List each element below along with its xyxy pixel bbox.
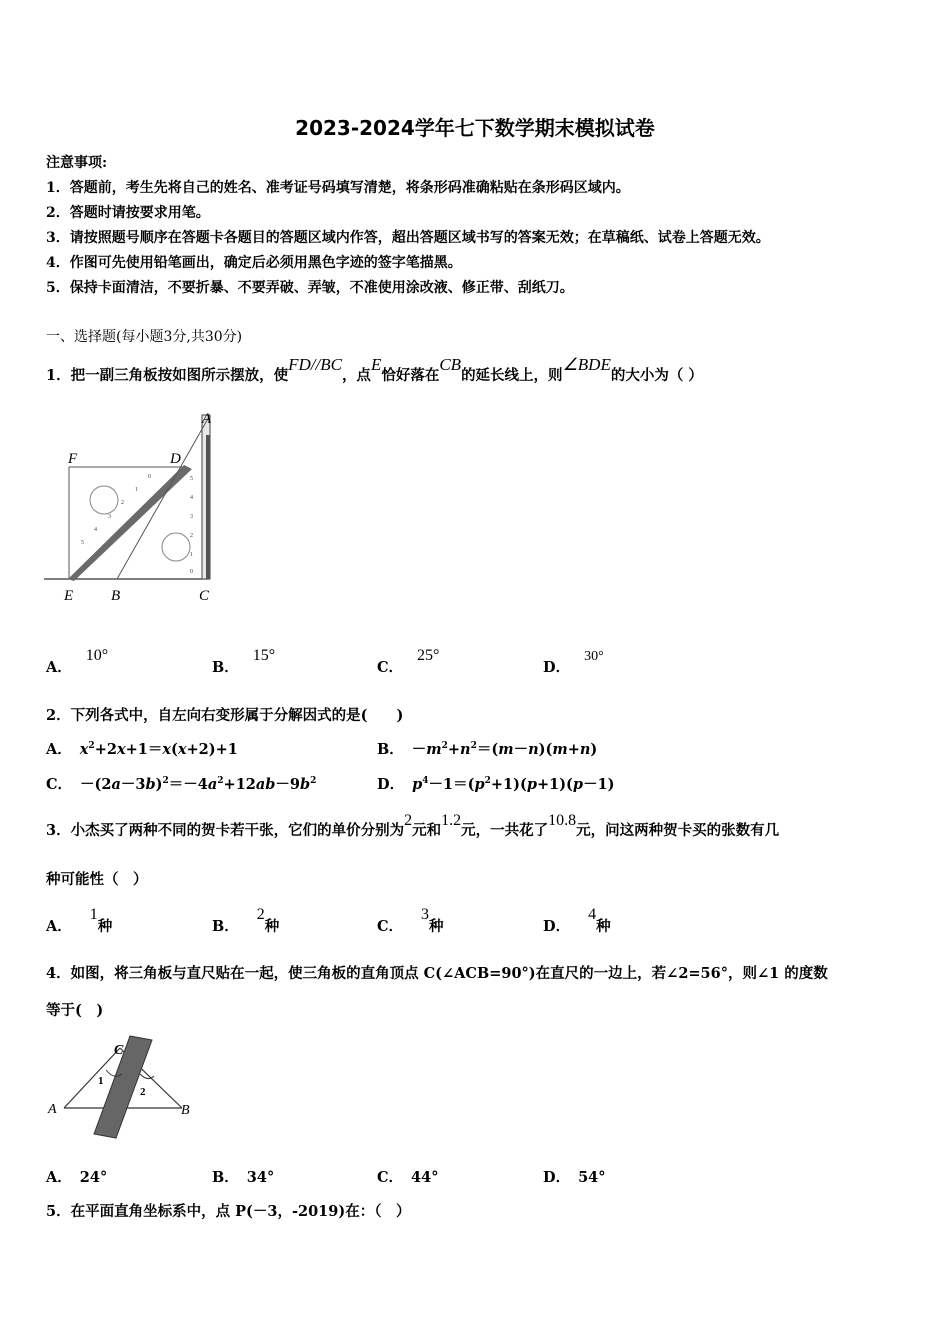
q4-label-b: B xyxy=(181,1103,190,1118)
q1-figure xyxy=(44,405,224,610)
q1-label-e: E xyxy=(64,588,74,604)
q1-math-e: E xyxy=(370,355,382,374)
q2-option-d[interactable]: D． $p^4-1=(p^2+1)(p+1)(p-1)$ xyxy=(377,776,615,793)
q4-option-a[interactable]: A． 24° xyxy=(46,1169,108,1186)
svg-text:5: 5 xyxy=(190,476,193,482)
svg-text:1: 1 xyxy=(135,487,138,493)
q1-math-fd-bc: FD//BC xyxy=(288,355,342,374)
svg-text:0: 0 xyxy=(148,474,151,480)
q1-label-c: C xyxy=(199,588,210,604)
svg-text:4: 4 xyxy=(190,495,193,501)
q4-angle-2: 2 xyxy=(140,1086,146,1098)
q1-label-f: F xyxy=(68,451,78,467)
question-4-stem: 4．如图，将三角板与直尺贴在一起，使三角板的直角顶点 C(∠ACB=90°)在直尺的一边上，若∠2=56°，则∠1 的度数 xyxy=(46,965,828,982)
q4-figure xyxy=(44,1030,204,1145)
note-item: 5．保持卡面清洁，不要折暴、不要弄破、弄皱，不准使用涂改液、修正带、刮纸刀。 xyxy=(46,280,574,296)
q1-option-d[interactable]: D．30° xyxy=(543,649,604,676)
q4-label-a: A xyxy=(48,1102,57,1117)
question-1-stem: 1．把一副三角板按如图所示摆放，使FD//BC，点E恰好落在CB的延长线上，则∠BDE的大小为（ ） xyxy=(46,355,703,384)
question-3-stem: 3．小杰买了两种不同的贺卡若干张，它们的单价分别为2元和1.2元，一共花了10.8元，问这两种贺卡买的张数有几 xyxy=(46,812,780,839)
q3-option-b[interactable]: B．2种 xyxy=(212,906,280,935)
note-item: 3．请按照题号顺序在答题卡各题目的答题区域内作答，超出答题区域书写的答案无效；在草稿纸、试卷上答题无效。 xyxy=(46,230,770,246)
q1-option-c[interactable]: C．25° xyxy=(377,647,440,676)
q2-option-b[interactable]: B． $-m^2+n^2=(m-n)(m+n)$ xyxy=(377,741,598,758)
q3-option-c[interactable]: C．3种 xyxy=(377,906,444,935)
q1-math-angle-bde: ∠BDE xyxy=(562,355,611,374)
section-heading: 一、选择题(每小题3分,共30分) xyxy=(46,329,243,345)
svg-text:4: 4 xyxy=(94,527,97,533)
notes-heading: 注意事项: xyxy=(46,155,108,171)
note-item: 1．答题前，考生先将自己的姓名、准考证号码填写清楚，将条形码准确粘贴在条形码区域内。 xyxy=(46,180,630,196)
question-3-stem-line2: 种可能性（ ） xyxy=(46,871,148,888)
svg-text:3: 3 xyxy=(108,514,111,520)
q1-label-d: D xyxy=(170,451,181,467)
q1-option-a[interactable]: A．10° xyxy=(46,647,109,676)
note-item: 4．作图可先使用铅笔画出，确定后必须用黑色字迹的签字笔描黑。 xyxy=(46,255,462,271)
q4-label-c: C xyxy=(114,1043,124,1058)
svg-text:3: 3 xyxy=(190,514,193,520)
q2-option-c[interactable]: C． $-(2a-3b)^2=-4a^2+12ab-9b^2$ xyxy=(46,776,317,793)
q3-option-d[interactable]: D．4种 xyxy=(543,906,611,935)
svg-text:2: 2 xyxy=(121,500,124,506)
q1-label-a: A xyxy=(202,411,212,427)
q4-option-c[interactable]: C． 44° xyxy=(377,1169,439,1186)
svg-text:0: 0 xyxy=(190,569,193,575)
q1-label-b: B xyxy=(111,588,121,604)
q3-option-a[interactable]: A．1种 xyxy=(46,906,113,935)
note-item: 2．答题时请按要求用笔。 xyxy=(46,205,210,221)
q4-option-b[interactable]: B． 34° xyxy=(212,1169,275,1186)
svg-text:5: 5 xyxy=(81,540,84,546)
svg-text:2: 2 xyxy=(190,533,193,539)
question-4-stem-line2: 等于( ) xyxy=(46,1002,104,1019)
q1-math-cb: CB xyxy=(439,355,462,374)
page-title: 2023-2024学年七下数学期末模拟试卷 xyxy=(295,116,655,140)
question-5-stem: 5．在平面直角坐标系中，点 P(－3，-2019)在：（ ） xyxy=(46,1203,411,1220)
q4-angle-1: 1 xyxy=(98,1075,104,1087)
svg-text:1: 1 xyxy=(190,552,193,558)
q4-option-d[interactable]: D． 54° xyxy=(543,1169,606,1186)
q1-option-b[interactable]: B．15° xyxy=(212,647,276,676)
q2-option-a[interactable]: A． $x^2+2x+1=x(x+2)+1$ xyxy=(46,741,238,758)
question-2-stem: 2．下列各式中，自左向右变形属于分解因式的是( ) xyxy=(46,707,404,724)
